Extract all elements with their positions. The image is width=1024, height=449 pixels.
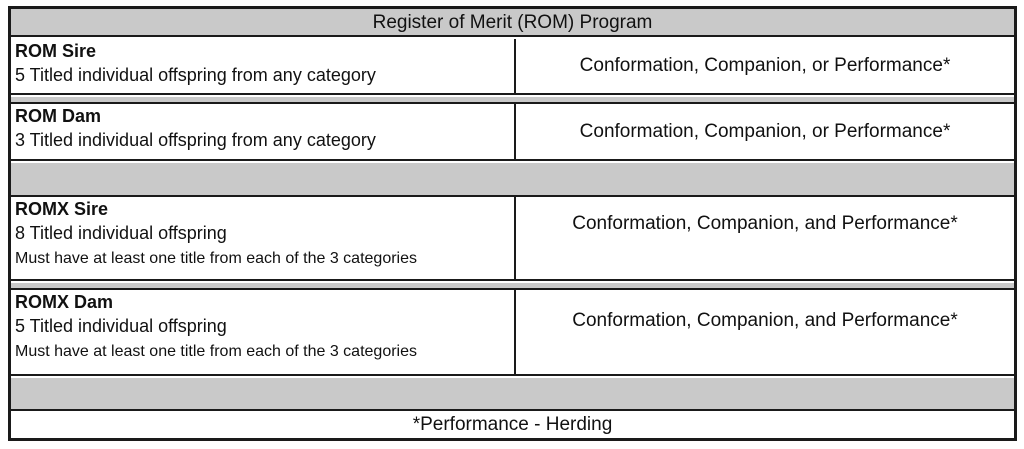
row-requirement: 3 Titled individual offspring from any category xyxy=(15,130,376,150)
table-row-rom-sire xyxy=(11,39,1014,95)
row-requirement: 5 Titled individual offspring from any category xyxy=(15,65,376,85)
footnote: *Performance - Herding xyxy=(412,414,613,435)
row-title: ROM Sire xyxy=(15,41,97,61)
row-note: Must have at least one title from each of the 3 categories xyxy=(15,343,417,360)
rom-program-table xyxy=(8,6,1017,441)
requirement-cell xyxy=(11,104,516,159)
separator-band xyxy=(11,378,1014,411)
row-title: ROM Dam xyxy=(15,106,102,126)
row-requirement: 8 Titled individual offspring xyxy=(15,223,227,243)
row-note: Must have at least one title from each of the 3 categories xyxy=(15,250,417,267)
row-requirement: 5 Titled individual offspring xyxy=(15,316,227,336)
separator-band xyxy=(11,163,1014,197)
table-row-rom-dam xyxy=(11,104,1014,161)
requirement-cell xyxy=(11,197,516,279)
category-cell: Conformation, Companion, or Performance* xyxy=(579,121,951,142)
row-title: ROMX Sire xyxy=(15,199,109,219)
table-header: Register of Merit (ROM) Program xyxy=(11,9,1014,37)
row-title: ROMX Dam xyxy=(15,292,114,312)
table-row-romx-sire xyxy=(11,197,1014,281)
requirement-cell xyxy=(11,39,516,93)
requirement-cell xyxy=(11,290,516,374)
table-row-romx-dam xyxy=(11,290,1014,376)
category-cell: Conformation, Companion, and Performance* xyxy=(572,310,958,331)
separator-band xyxy=(11,283,1014,290)
category-cell: Conformation, Companion, or Performance* xyxy=(579,55,951,76)
category-cell: Conformation, Companion, and Performance* xyxy=(572,213,958,234)
separator-band xyxy=(11,97,1014,104)
